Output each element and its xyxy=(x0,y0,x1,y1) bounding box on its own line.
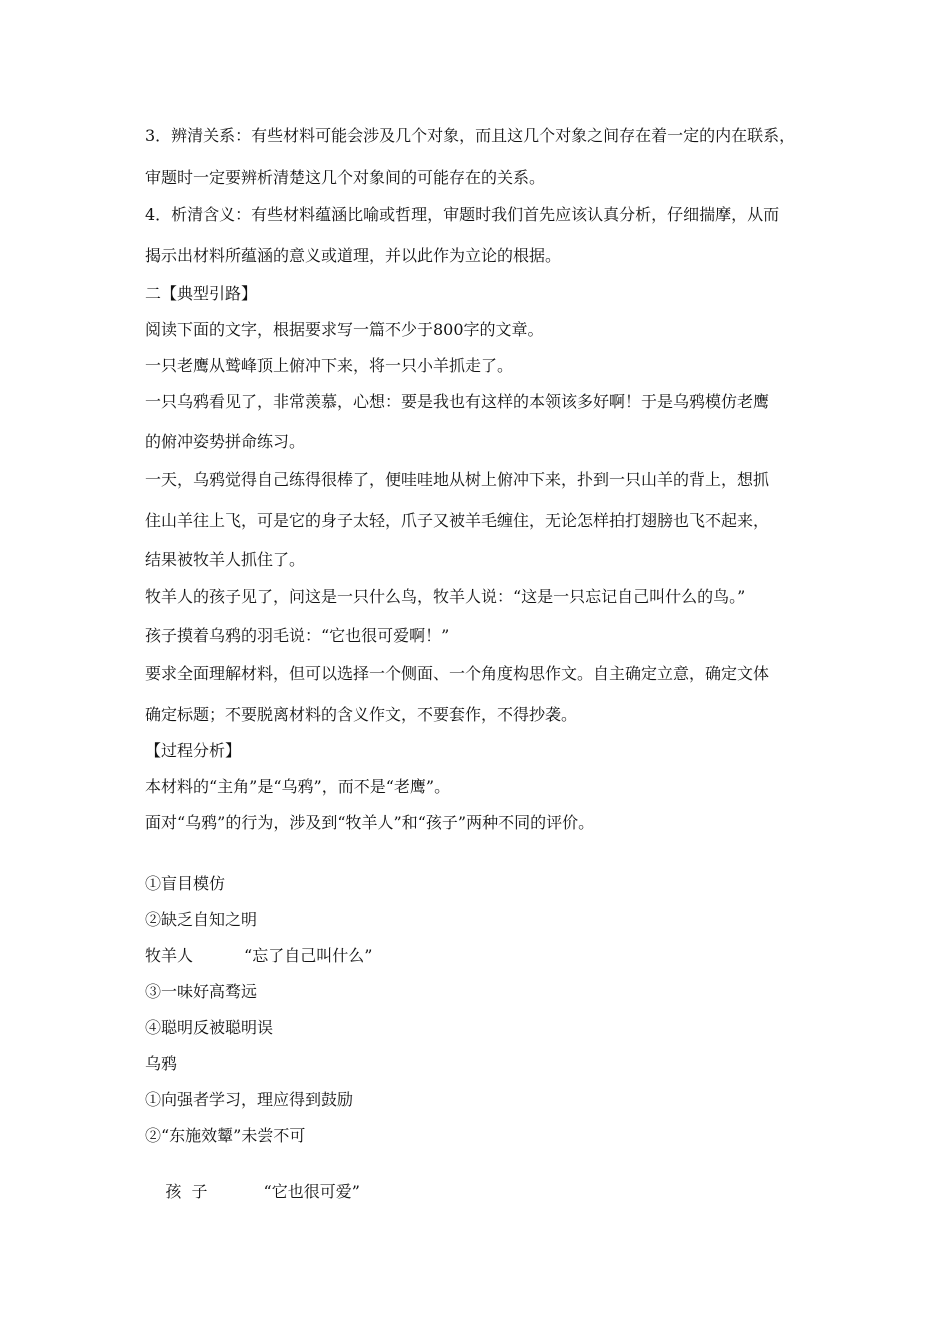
list-item: ②“东施效颦”未尝不可 xyxy=(145,1126,306,1145)
text-line: 4．析清含义：有些材料蕴涵比喻或哲理，审题时我们首先应该认真分析，仔细揣摩，从而 xyxy=(145,205,780,224)
text-line: 住山羊往上飞，可是它的身子太轻，爪子又被羊毛缠住，无论怎样拍打翅膀也飞不起来， xyxy=(145,511,770,530)
text-line: 审题时一定要辨析清楚这几个对象间的可能存在的关系。 xyxy=(145,168,546,187)
child-evaluation xyxy=(145,1162,360,1222)
text-line: 阅读下面的文字，根据要求写一篇不少于800字的文章。 xyxy=(145,320,544,339)
text-line: 一天，乌鸦觉得自己练得很棒了，便哇哇地从树上俯冲下来，扑到一只山羊的背上，想抓 xyxy=(145,470,770,489)
text-line: 本材料的“主角”是“乌鸦”，而不是“老鹰”。 xyxy=(145,777,451,796)
text-line: 要求全面理解材料，但可以选择一个侧面、一个角度构思作文。自主确定立意，确定文体 xyxy=(145,664,770,683)
child-quote: “它也很可爱” xyxy=(263,1182,360,1201)
list-item: ④聪明反被聪明误 xyxy=(145,1018,274,1037)
shepherd-label: 牧羊人 xyxy=(145,946,194,965)
subject-label: 乌鸦 xyxy=(145,1054,178,1073)
text-line: 3．辨清关系：有些材料可能会涉及几个对象，而且这几个对象之间存在着一定的内在联系， xyxy=(145,126,796,145)
section-heading: 二【典型引路】 xyxy=(145,284,258,303)
child-label: 孩 子 xyxy=(165,1182,208,1201)
list-item: ②缺乏自知之明 xyxy=(145,910,258,929)
text-line: 孩子摸着乌鸦的羽毛说：“它也很可爱啊！” xyxy=(145,626,450,645)
text-line: 一只老鹰从鹫峰顶上俯冲下来，将一只小羊抓走了。 xyxy=(145,356,514,375)
text-line: 结果被牧羊人抓住了。 xyxy=(145,550,306,569)
shepherd-evaluation xyxy=(145,946,372,966)
list-item: ①盲目模仿 xyxy=(145,874,226,893)
text-line: 一只乌鸦看见了，非常羡慕，心想：要是我也有这样的本领该多好啊！于是乌鸦模仿老鹰 xyxy=(145,392,770,411)
list-item: ①向强者学习，理应得到鼓励 xyxy=(145,1090,354,1109)
text-line: 确定标题；不要脱离材料的含义作文，不要套作，不得抄袭。 xyxy=(145,705,578,724)
text-line: 的俯冲姿势拼命练习。 xyxy=(145,432,306,451)
list-item: ③一味好高骛远 xyxy=(145,982,258,1001)
shepherd-quote: “忘了自己叫什么” xyxy=(244,946,373,965)
text-line: 揭示出材料所蕴涵的意义或道理，并以此作为立论的根据。 xyxy=(145,246,562,265)
section-heading: 【过程分析】 xyxy=(145,741,242,760)
text-line: 牧羊人的孩子见了，问这是一只什么鸟，牧羊人说：“这是一只忘记自己叫什么的鸟。” xyxy=(145,587,746,606)
text-line: 面对“乌鸦”的行为，涉及到“牧羊人”和“孩子”两种不同的评价。 xyxy=(145,813,595,832)
